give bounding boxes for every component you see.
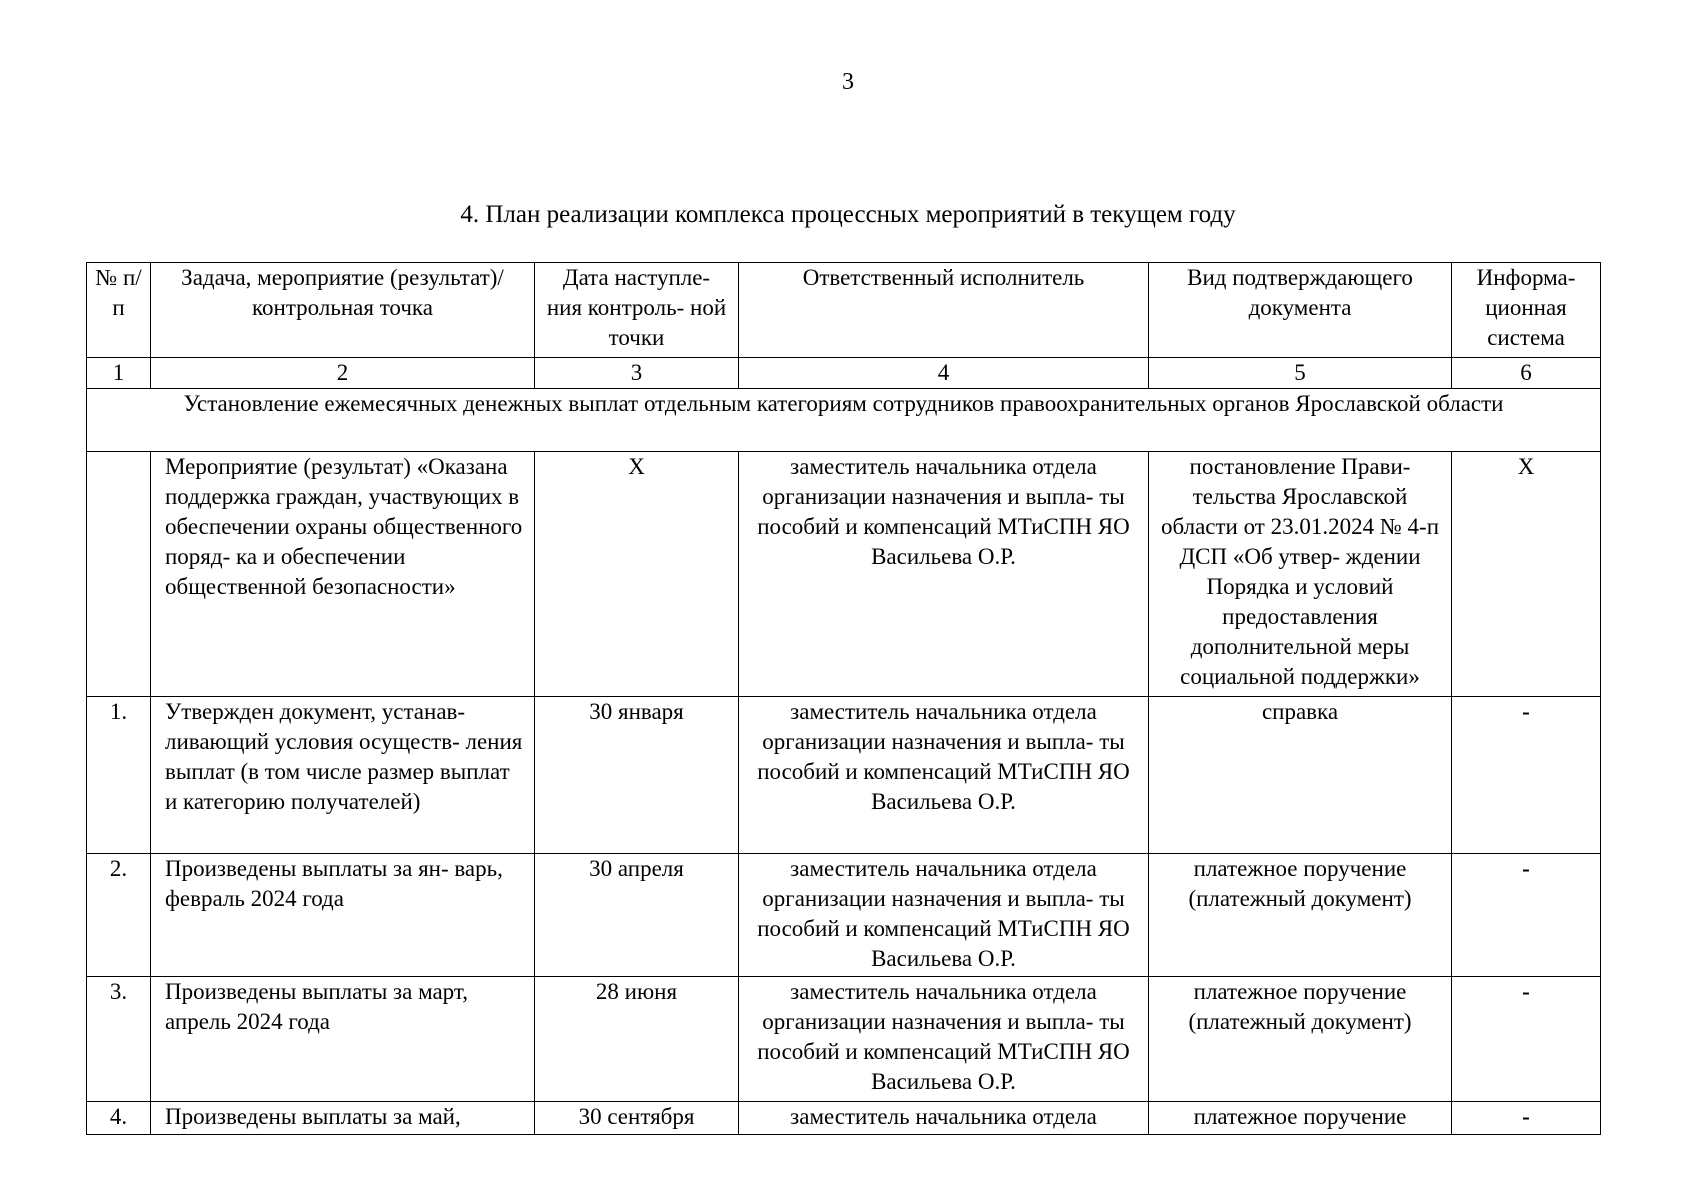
table-row xyxy=(87,1102,1601,1135)
row-task: Произведены выплаты за март, апрель 2024 года xyxy=(151,977,535,1102)
column-number-row xyxy=(87,358,1601,389)
row-system: - xyxy=(1452,1102,1601,1135)
header-date: Дата наступле- ния контроль- ной точки xyxy=(535,263,739,358)
row-task: Мероприятие (результат) «Оказана поддержка граждан, участвующих в обеспечении охраны общественного поряд- ка и обеспечении общественной безопасности» xyxy=(151,452,535,697)
column-number: 5 xyxy=(1149,358,1452,389)
table-row xyxy=(87,697,1601,854)
header-num: № п/п xyxy=(87,263,151,358)
table-row xyxy=(87,977,1601,1102)
section-row xyxy=(87,389,1601,452)
header-task: Задача, мероприятие (результат)/ контрольная точка xyxy=(151,263,535,358)
row-num: 4. xyxy=(87,1102,151,1135)
column-number: 3 xyxy=(535,358,739,389)
row-responsible: заместитель начальника отдела организации назначения и выпла- ты пособий и компенсаций МТиСПН ЯО Васильева О.Р. xyxy=(739,977,1149,1102)
header-responsible: Ответственный исполнитель xyxy=(739,263,1149,358)
row-date: 30 сентября xyxy=(535,1102,739,1135)
row-date: 30 января xyxy=(535,697,739,854)
row-num: 1. xyxy=(87,697,151,854)
row-responsible: заместитель начальника отдела организации назначения и выпла- ты пособий и компенсаций МТиСПН ЯО Васильева О.Р. xyxy=(739,452,1149,697)
table-row xyxy=(87,452,1601,697)
column-number: 6 xyxy=(1452,358,1601,389)
column-number: 2 xyxy=(151,358,535,389)
row-system: - xyxy=(1452,977,1601,1102)
section-title: Установление ежемесячных денежных выплат отдельным категориям сотрудников правоохранительных органов Ярославской области xyxy=(87,389,1601,452)
plan-table xyxy=(86,262,1601,1135)
row-responsible: заместитель начальника отдела организации назначения и выпла- ты пособий и компенсаций МТиСПН ЯО Васильева О.Р. xyxy=(739,697,1149,854)
header-document: Вид подтверждающего документа xyxy=(1149,263,1452,358)
row-num xyxy=(87,452,151,697)
row-task: Произведены выплаты за май, xyxy=(151,1102,535,1135)
row-document: платежное поручение xyxy=(1149,1102,1452,1135)
table-row xyxy=(87,854,1601,977)
row-document: платежное поручение (платежный документ) xyxy=(1149,854,1452,977)
column-number: 1 xyxy=(87,358,151,389)
row-date: Х xyxy=(535,452,739,697)
row-responsible: заместитель начальника отдела организации назначения и выпла- ты пособий и компенсаций МТиСПН ЯО Васильева О.Р. xyxy=(739,854,1149,977)
page-number: 3 xyxy=(842,69,854,95)
row-date: 28 июня xyxy=(535,977,739,1102)
row-num: 3. xyxy=(87,977,151,1102)
row-task: Произведены выплаты за ян- варь, февраль 2024 года xyxy=(151,854,535,977)
row-document: справка xyxy=(1149,697,1452,854)
row-system: - xyxy=(1452,697,1601,854)
document-title: 4. План реализации комплекса процессных мероприятий в текущем году xyxy=(460,201,1236,228)
row-document: постановление Прави- тельства Ярославской области от 23.01.2024 № 4-п ДСП «Об утвер- ждении Порядка и условий предоставления дополнительной меры социальной поддержки» xyxy=(1149,452,1452,697)
header-system: Информа- ционная система xyxy=(1452,263,1601,358)
row-task: Утвержден документ, устанав- ливающий условия осуществ- ления выплат (в том числе размер выплат и категорию получателей) xyxy=(151,697,535,854)
row-responsible: заместитель начальника отдела xyxy=(739,1102,1149,1135)
row-document: платежное поручение (платежный документ) xyxy=(1149,977,1452,1102)
row-date: 30 апреля xyxy=(535,854,739,977)
row-system: - xyxy=(1452,854,1601,977)
row-num: 2. xyxy=(87,854,151,977)
table-header-row xyxy=(87,263,1601,358)
column-number: 4 xyxy=(739,358,1149,389)
row-system: Х xyxy=(1452,452,1601,697)
